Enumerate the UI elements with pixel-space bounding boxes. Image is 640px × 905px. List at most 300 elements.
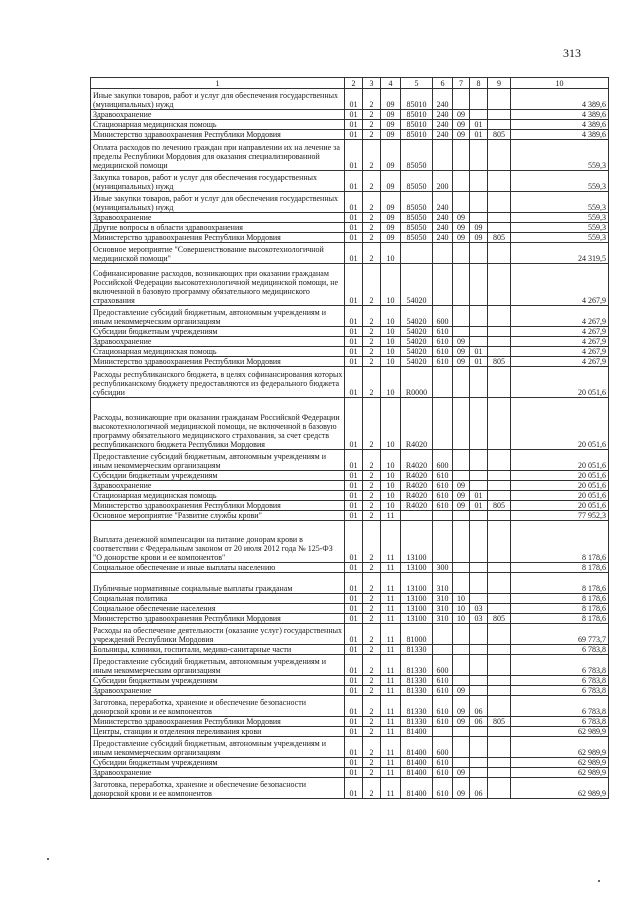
code-8 [470,140,488,171]
code-5: 81330 [401,676,433,686]
code-8 [470,243,488,264]
code-4: 11 [381,645,401,655]
code-7: 09 [453,233,470,243]
amount: 4 389,6 [511,130,609,140]
code-2: 01 [345,89,363,110]
row-name: Министерство здравоохранения Республики Мордовия [91,357,345,367]
amount: 8 178,6 [511,604,609,614]
column-header: 1 [91,78,345,89]
code-2: 01 [345,337,363,347]
code-4: 10 [381,327,401,337]
row-name: Стационарная медицинская помощь [91,120,345,130]
code-9 [488,594,511,604]
code-5 [401,243,433,264]
code-5: 54020 [401,306,433,327]
amount: 4 389,6 [511,89,609,110]
code-9 [488,737,511,758]
code-4: 11 [381,696,401,717]
code-3: 2 [363,717,381,727]
row-name: Софинансирование расходов, возникающих при оказании гражданам Российской Федерации высокотехнологичной медицинской помощи, не включенной в базовую программу обязательного медицинского страхования [91,264,345,306]
code-5: 85010 [401,120,433,130]
code-2: 01 [345,223,363,233]
code-7: 09 [453,501,470,511]
row-name: Основное мероприятие "Совершенствование высокотехнологичной медицинской помощи" [91,243,345,264]
code-8: 01 [470,130,488,140]
code-9 [488,450,511,471]
code-2: 01 [345,357,363,367]
code-5: 54020 [401,264,433,306]
amount: 4 267,9 [511,347,609,357]
code-3: 2 [363,655,381,676]
code-3: 2 [363,398,381,450]
code-6: 240 [433,233,453,243]
code-7 [453,171,470,192]
code-9: 805 [488,357,511,367]
code-2: 01 [345,686,363,696]
code-7 [453,367,470,398]
code-2: 01 [345,130,363,140]
code-3: 2 [363,264,381,306]
code-8 [470,676,488,686]
code-7 [453,655,470,676]
code-5: R4020 [401,501,433,511]
code-9 [488,563,511,573]
code-3: 2 [363,120,381,130]
code-8 [470,471,488,481]
table-row [91,481,609,491]
row-name: Субсидии бюджетным учреждениям [91,676,345,686]
code-6: 240 [433,192,453,213]
table-row [91,573,609,594]
code-5: 13100 [401,521,433,563]
code-9 [488,481,511,491]
code-6: 610 [433,676,453,686]
code-4: 10 [381,337,401,347]
code-5: 81400 [401,778,433,799]
code-4: 11 [381,604,401,614]
column-header: 3 [363,78,381,89]
code-5: 13100 [401,614,433,624]
code-6: 240 [433,120,453,130]
code-4: 10 [381,243,401,264]
row-name: Расходы на обеспечение деятельности (оказание услуг) государственных учреждений Республики Мордовия [91,624,345,645]
row-name: Здравоохранение [91,213,345,223]
code-9 [488,213,511,223]
code-8 [470,367,488,398]
code-8 [470,337,488,347]
code-3: 2 [363,471,381,481]
code-4: 10 [381,367,401,398]
code-9 [488,676,511,686]
code-4: 11 [381,614,401,624]
code-2: 01 [345,398,363,450]
row-name: Субсидии бюджетным учреждениям [91,758,345,768]
code-2: 01 [345,501,363,511]
code-9 [488,367,511,398]
table-row [91,337,609,347]
table-row [91,676,609,686]
table-row [91,243,609,264]
code-9: 805 [488,501,511,511]
code-4: 09 [381,213,401,223]
code-4: 09 [381,192,401,213]
code-4: 11 [381,758,401,768]
code-6: 200 [433,171,453,192]
code-9 [488,243,511,264]
code-2: 01 [345,604,363,614]
code-9 [488,110,511,120]
table-row [91,717,609,727]
row-name: Стационарная медицинская помощь [91,491,345,501]
code-5: 85050 [401,223,433,233]
code-9 [488,398,511,450]
code-4: 11 [381,676,401,686]
amount: 62 989,9 [511,758,609,768]
code-7 [453,327,470,337]
code-8 [470,511,488,521]
code-3: 2 [363,501,381,511]
code-2: 01 [345,471,363,481]
column-header: 8 [470,78,488,89]
code-5: 54020 [401,347,433,357]
page-number: 313 [563,46,581,60]
code-5: 81400 [401,737,433,758]
code-6: 610 [433,758,453,768]
code-9 [488,768,511,778]
row-name: Социальное обеспечение и иные выплаты населению [91,563,345,573]
amount: 6 783,8 [511,645,609,655]
scan-speck [598,880,600,882]
code-7: 09 [453,717,470,727]
code-7: 10 [453,614,470,624]
row-name: Здравоохранение [91,110,345,120]
table-row [91,655,609,676]
code-4: 10 [381,501,401,511]
code-7 [453,727,470,737]
code-6: 610 [433,768,453,778]
code-6: 240 [433,89,453,110]
code-9 [488,521,511,563]
table-row [91,110,609,120]
code-8 [470,521,488,563]
code-2: 01 [345,521,363,563]
code-4: 09 [381,89,401,110]
code-9 [488,696,511,717]
code-8 [470,737,488,758]
code-2: 01 [345,491,363,501]
code-3: 2 [363,130,381,140]
code-6: 610 [433,501,453,511]
code-2: 01 [345,327,363,337]
code-5: R4020 [401,471,433,481]
code-6: 610 [433,686,453,696]
code-6: 610 [433,337,453,347]
code-5: 85010 [401,110,433,120]
code-8 [470,758,488,768]
code-6 [433,521,453,563]
code-2: 01 [345,171,363,192]
table-row [91,367,609,398]
table-row [91,686,609,696]
code-3: 2 [363,306,381,327]
code-6 [433,367,453,398]
code-6 [433,243,453,264]
code-6: 610 [433,481,453,491]
code-2: 01 [345,778,363,799]
code-5: R0000 [401,367,433,398]
code-2: 01 [345,110,363,120]
code-3: 2 [363,213,381,223]
code-9 [488,604,511,614]
code-9 [488,471,511,481]
code-2: 01 [345,450,363,471]
amount: 559,3 [511,233,609,243]
code-7: 09 [453,347,470,357]
code-5: 85010 [401,89,433,110]
code-5: 81330 [401,655,433,676]
code-6: 610 [433,471,453,481]
table-row [91,604,609,614]
code-7 [453,573,470,594]
code-4: 11 [381,686,401,696]
code-9 [488,511,511,521]
code-3: 2 [363,450,381,471]
code-3: 2 [363,696,381,717]
code-7: 09 [453,357,470,367]
table-row [91,140,609,171]
table-row [91,737,609,758]
code-7 [453,563,470,573]
code-3: 2 [363,327,381,337]
code-5: R4020 [401,450,433,471]
amount: 8 178,6 [511,573,609,594]
code-7: 09 [453,337,470,347]
amount: 62 989,9 [511,737,609,758]
table-row [91,171,609,192]
code-4: 11 [381,655,401,676]
code-3: 2 [363,573,381,594]
code-8 [470,645,488,655]
code-6: 610 [433,357,453,367]
code-4: 11 [381,737,401,758]
code-4: 11 [381,594,401,604]
code-5: 54020 [401,337,433,347]
code-5: 54020 [401,357,433,367]
code-3: 2 [363,594,381,604]
table-row [91,213,609,223]
row-name: Здравоохранение [91,337,345,347]
code-5: 81330 [401,717,433,727]
code-7: 09 [453,768,470,778]
code-9 [488,89,511,110]
code-9 [488,306,511,327]
code-6 [433,140,453,171]
code-9 [488,140,511,171]
amount: 69 773,7 [511,624,609,645]
code-4: 09 [381,140,401,171]
code-7: 09 [453,110,470,120]
code-5: 85010 [401,130,433,140]
row-name: Больницы, клиники, госпитали, медико-санитарные части [91,645,345,655]
code-8: 01 [470,357,488,367]
amount: 8 178,6 [511,563,609,573]
code-8 [470,686,488,696]
code-3: 2 [363,778,381,799]
row-name: Иные закупки товаров, работ и услуг для обеспечения государственных (муниципальных) нужд [91,192,345,213]
code-5: 85050 [401,140,433,171]
code-2: 01 [345,737,363,758]
code-5: 81400 [401,758,433,768]
code-2: 01 [345,306,363,327]
code-3: 2 [363,563,381,573]
code-7: 09 [453,491,470,501]
code-5: 81400 [401,768,433,778]
code-8: 06 [470,778,488,799]
code-3: 2 [363,347,381,357]
table-row [91,758,609,768]
code-2: 01 [345,233,363,243]
amount: 20 051,6 [511,481,609,491]
code-6: 240 [433,110,453,120]
code-8 [470,264,488,306]
code-6: 240 [433,130,453,140]
code-6: 610 [433,491,453,501]
code-7 [453,676,470,686]
amount: 559,3 [511,171,609,192]
code-6: 600 [433,655,453,676]
code-2: 01 [345,624,363,645]
code-4: 09 [381,223,401,233]
code-8 [470,655,488,676]
table-row [91,450,609,471]
code-7 [453,243,470,264]
row-name: Другие вопросы в области здравоохранения [91,223,345,233]
code-2: 01 [345,192,363,213]
amount: 4 389,6 [511,120,609,130]
amount: 4 389,6 [511,110,609,120]
code-2: 01 [345,213,363,223]
row-name: Закупка товаров, работ и услуг для обеспечения государственных (муниципальных) нужд [91,171,345,192]
code-2: 01 [345,140,363,171]
code-5: 13100 [401,594,433,604]
amount: 8 178,6 [511,614,609,624]
code-2: 01 [345,676,363,686]
code-2: 01 [345,655,363,676]
code-8 [470,573,488,594]
code-6 [433,727,453,737]
code-6: 310 [433,604,453,614]
row-name: Предоставление субсидий бюджетным, автономным учреждениям и иным некоммерческим организациям [91,655,345,676]
table-row [91,120,609,130]
code-8: 09 [470,233,488,243]
amount: 77 952,3 [511,511,609,521]
table-row [91,357,609,367]
code-6: 310 [433,573,453,594]
code-7 [453,737,470,758]
code-4: 10 [381,264,401,306]
row-name: Социальная политика [91,594,345,604]
code-4: 10 [381,357,401,367]
code-7 [453,306,470,327]
amount: 8 178,6 [511,594,609,604]
row-name: Стационарная медицинская помощь [91,347,345,357]
code-4: 10 [381,450,401,471]
code-8 [470,327,488,337]
row-name: Расходы республиканского бюджета, в целях софинансирования которых республиканскому бюджету предоставляются из федерального бюджета субсидии [91,367,345,398]
code-9 [488,655,511,676]
code-7 [453,758,470,768]
code-6: 240 [433,213,453,223]
amount: 6 783,8 [511,696,609,717]
code-6: 300 [433,563,453,573]
code-3: 2 [363,758,381,768]
code-4: 11 [381,563,401,573]
code-8: 03 [470,604,488,614]
table-row [91,491,609,501]
amount: 4 267,9 [511,327,609,337]
code-7 [453,192,470,213]
code-2: 01 [345,696,363,717]
code-2: 01 [345,511,363,521]
code-9 [488,778,511,799]
code-8 [470,768,488,778]
code-2: 01 [345,243,363,264]
code-4: 10 [381,471,401,481]
table-row [91,778,609,799]
code-5: R4020 [401,398,433,450]
row-name: Иные закупки товаров, работ и услуг для обеспечения государственных (муниципальных) нужд [91,89,345,110]
amount: 20 051,6 [511,450,609,471]
code-9 [488,758,511,768]
code-3: 2 [363,140,381,171]
column-header: 10 [511,78,609,89]
code-5: 81330 [401,645,433,655]
code-8 [470,192,488,213]
code-2: 01 [345,645,363,655]
code-9 [488,573,511,594]
amount: 4 267,9 [511,337,609,347]
code-3: 2 [363,243,381,264]
code-8 [470,481,488,491]
table-row [91,563,609,573]
code-3: 2 [363,481,381,491]
code-9 [488,686,511,696]
code-7 [453,645,470,655]
amount: 6 783,8 [511,686,609,696]
code-6: 600 [433,450,453,471]
code-4: 09 [381,120,401,130]
code-9 [488,264,511,306]
row-name: Выплата денежной компенсации на питание донорам крови в соответствии с Федеральным законом от 20 июля 2012 года № 125-ФЗ "О донорстве крови и ее компонентов" [91,521,345,563]
code-4: 09 [381,171,401,192]
code-3: 2 [363,604,381,614]
code-9 [488,347,511,357]
code-3: 2 [363,614,381,624]
code-4: 10 [381,481,401,491]
amount: 62 989,9 [511,727,609,737]
column-header: 6 [433,78,453,89]
row-name: Социальное обеспечение населения [91,604,345,614]
code-6: 610 [433,778,453,799]
code-6 [433,511,453,521]
code-8: 01 [470,501,488,511]
code-4: 10 [381,491,401,501]
code-3: 2 [363,511,381,521]
code-4: 11 [381,521,401,563]
code-5: 81400 [401,727,433,737]
code-6 [433,624,453,645]
code-4: 10 [381,398,401,450]
